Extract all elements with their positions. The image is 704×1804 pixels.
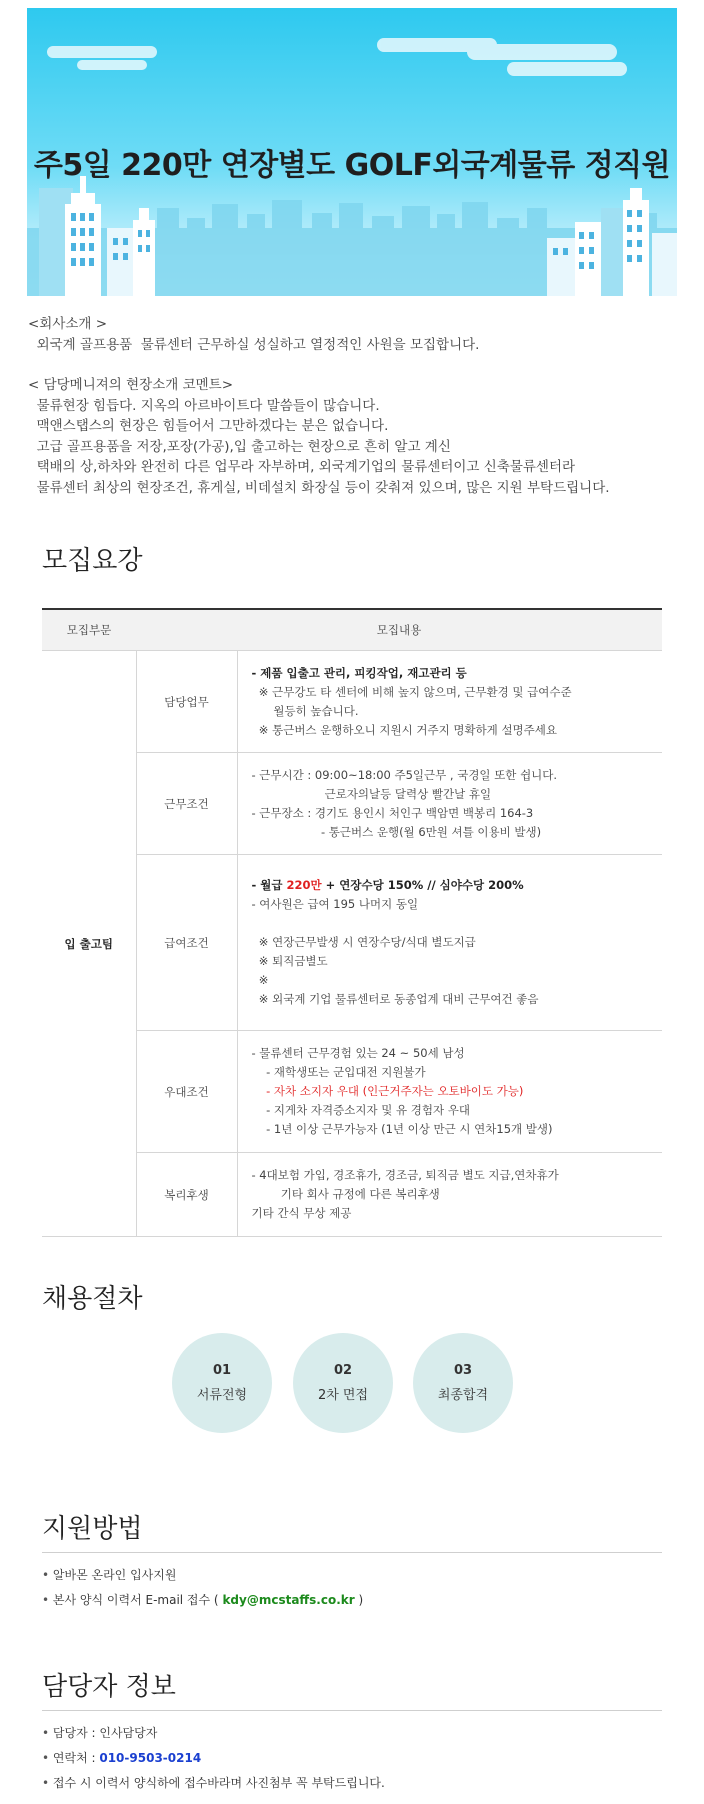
bullet-icon: • xyxy=(42,1726,53,1740)
content-cell: - 근무시간 : 09:00~18:00 주5일근무 , 국경일 또한 쉽니다. 근로자의날등 달력상 빨간날 휴일 - 근무장소 : 경기도 용인시 처인구 백암면 백봉리 164-3 - 통근버스 운행(월 6만원 셔틀 이용비 발생) xyxy=(237,753,662,855)
preference-text: - 물류센터 근무경험 있는 24 ~ 50세 남성 - 재학생또는 군입대전 지원불가 xyxy=(251,1046,465,1079)
contact-item: • 연락처 : 010-9503-0214 xyxy=(42,1751,202,1765)
duty-main-text: - 제품 입출고 관리, 피킹작업, 재고관리 등 xyxy=(251,665,467,680)
apply-list xyxy=(42,1563,363,1613)
step-label: 서류전형 xyxy=(196,1388,248,1403)
recruit-section-title: 모집요강 xyxy=(42,546,143,576)
content-cell xyxy=(237,1031,662,1153)
contact-list xyxy=(42,1721,385,1796)
pay-suffix: + 연장수당 150% // 심야수당 200% xyxy=(321,878,524,892)
contact-item: • 담당자 : 인사담당자 xyxy=(42,1726,158,1740)
contact-section-title: 담당자 정보 xyxy=(42,1672,176,1702)
col-header-content: 모집내용 xyxy=(136,609,662,651)
process-section-title: 채용절차 xyxy=(42,1284,143,1314)
manager-heading: < 담당메니져의 현장소개 코멘트> xyxy=(28,377,234,393)
col-header-department: 모집부문 xyxy=(42,609,136,651)
pay-amount: 220만 xyxy=(286,878,322,892)
company-intro xyxy=(28,314,688,498)
step-label: 최종합격 xyxy=(437,1388,489,1403)
table-row xyxy=(42,651,662,753)
section-divider xyxy=(42,1552,662,1553)
content-cell: - 4대보험 가입, 경조휴가, 경조금, 퇴직금 별도 지급,연차휴가 기타 회사 규정에 다른 복리후생 기타 간식 무상 제공 xyxy=(237,1153,662,1237)
email-link[interactable]: kdy@mcstaffs.co.kr xyxy=(222,1593,355,1607)
apply-section-title: 지원방법 xyxy=(42,1514,143,1544)
bullet-icon: • xyxy=(42,1776,53,1790)
step-number: 01 xyxy=(212,1363,232,1378)
contact-item: • 접수 시 이력서 양식하에 접수바라며 사진첨부 꼭 부탁드립니다. xyxy=(42,1776,385,1790)
category-cell: 근무조건 xyxy=(136,753,237,855)
manager-line: 고급 골프용품을 저장,포장(가공),입 출고하는 현장으로 흔히 알고 계신 xyxy=(28,438,451,455)
category-cell: 급여조건 xyxy=(136,855,237,1031)
manager-line: 택배의 상,하차와 완전히 다른 업무라 자부하며, 외국계기업의 물류센터이고 신축물류센터라 xyxy=(28,459,576,475)
header-banner xyxy=(27,8,677,296)
step-label: 2차 면접 xyxy=(317,1388,369,1403)
company-text: 외국계 골프용품 물류센터 근무하실 성실하고 열정적인 사원을 모집합니다. xyxy=(28,336,480,353)
process-step-2 xyxy=(293,1333,393,1433)
recruit-table xyxy=(42,608,662,1237)
pay-notes: - 여사원은 급여 195 나머지 동일 ※ 연장근무발생 시 연장수당/식대 별도지급 ※ 퇴직금별도 ※ ※ 외국계 기업 물류센터로 동종업계 대비 근무여건 좋음 xyxy=(251,897,539,1006)
manager-line: 물류현장 힘듭다. 지옥의 아르바이트다 말씀들이 많습니다. xyxy=(28,397,380,414)
category-cell: 담당업무 xyxy=(136,651,237,753)
bullet-icon: • xyxy=(42,1751,53,1765)
content-cell xyxy=(237,651,662,753)
apply-item: • 알바몬 온라인 입사지원 xyxy=(42,1568,177,1582)
company-heading: <회사소개 > xyxy=(28,316,108,332)
apply-item: • 본사 양식 이력서 E-mail 접수 ( kdy@mcstaffs.co.kr ) xyxy=(42,1593,364,1607)
category-cell: 우대조건 xyxy=(136,1031,237,1153)
manager-line: 맥앤스탭스의 현장은 힘들어서 그만하겠다는 분은 없습니다. xyxy=(28,418,389,434)
step-number: 02 xyxy=(333,1363,353,1378)
section-divider xyxy=(42,1710,662,1711)
step-number: 03 xyxy=(453,1363,473,1378)
content-cell xyxy=(237,855,662,1031)
manager-line: 물류센터 최상의 현장조건, 휴게실, 비데설치 화장실 등이 갖춰져 있으며, 많은 지원 부탁드립니다. xyxy=(28,479,610,496)
banner-title: 주5일 220만 연장별도 GOLF외국계물류 정직원 xyxy=(33,148,671,183)
phone-number[interactable]: 010-9503-0214 xyxy=(99,1751,202,1765)
process-step-1 xyxy=(172,1333,272,1433)
process-step-3 xyxy=(413,1333,513,1433)
pay-prefix: - 월급 xyxy=(251,878,287,892)
preference-text: - 지게차 자격증소지자 및 유 경험자 우대 - 1년 이상 근무가능자 (1년 이상 만근 시 연차15개 발생) xyxy=(266,1103,553,1136)
bullet-icon: • xyxy=(42,1568,53,1582)
category-cell: 복리후생 xyxy=(136,1153,237,1237)
preference-highlight: - 자차 소지자 우대 (인근거주자는 오토바이도 가능) xyxy=(251,1084,524,1098)
department-cell: 입 출고팀 xyxy=(42,651,136,1237)
bullet-icon: • xyxy=(42,1593,53,1607)
duty-notes: ※ 근무강도 타 센터에 비해 높지 않으며, 근무환경 및 급여수준 월등히 높습니다. ※ 통근버스 운행하오니 지원시 거주지 명확하게 설명주세요 xyxy=(258,684,572,737)
